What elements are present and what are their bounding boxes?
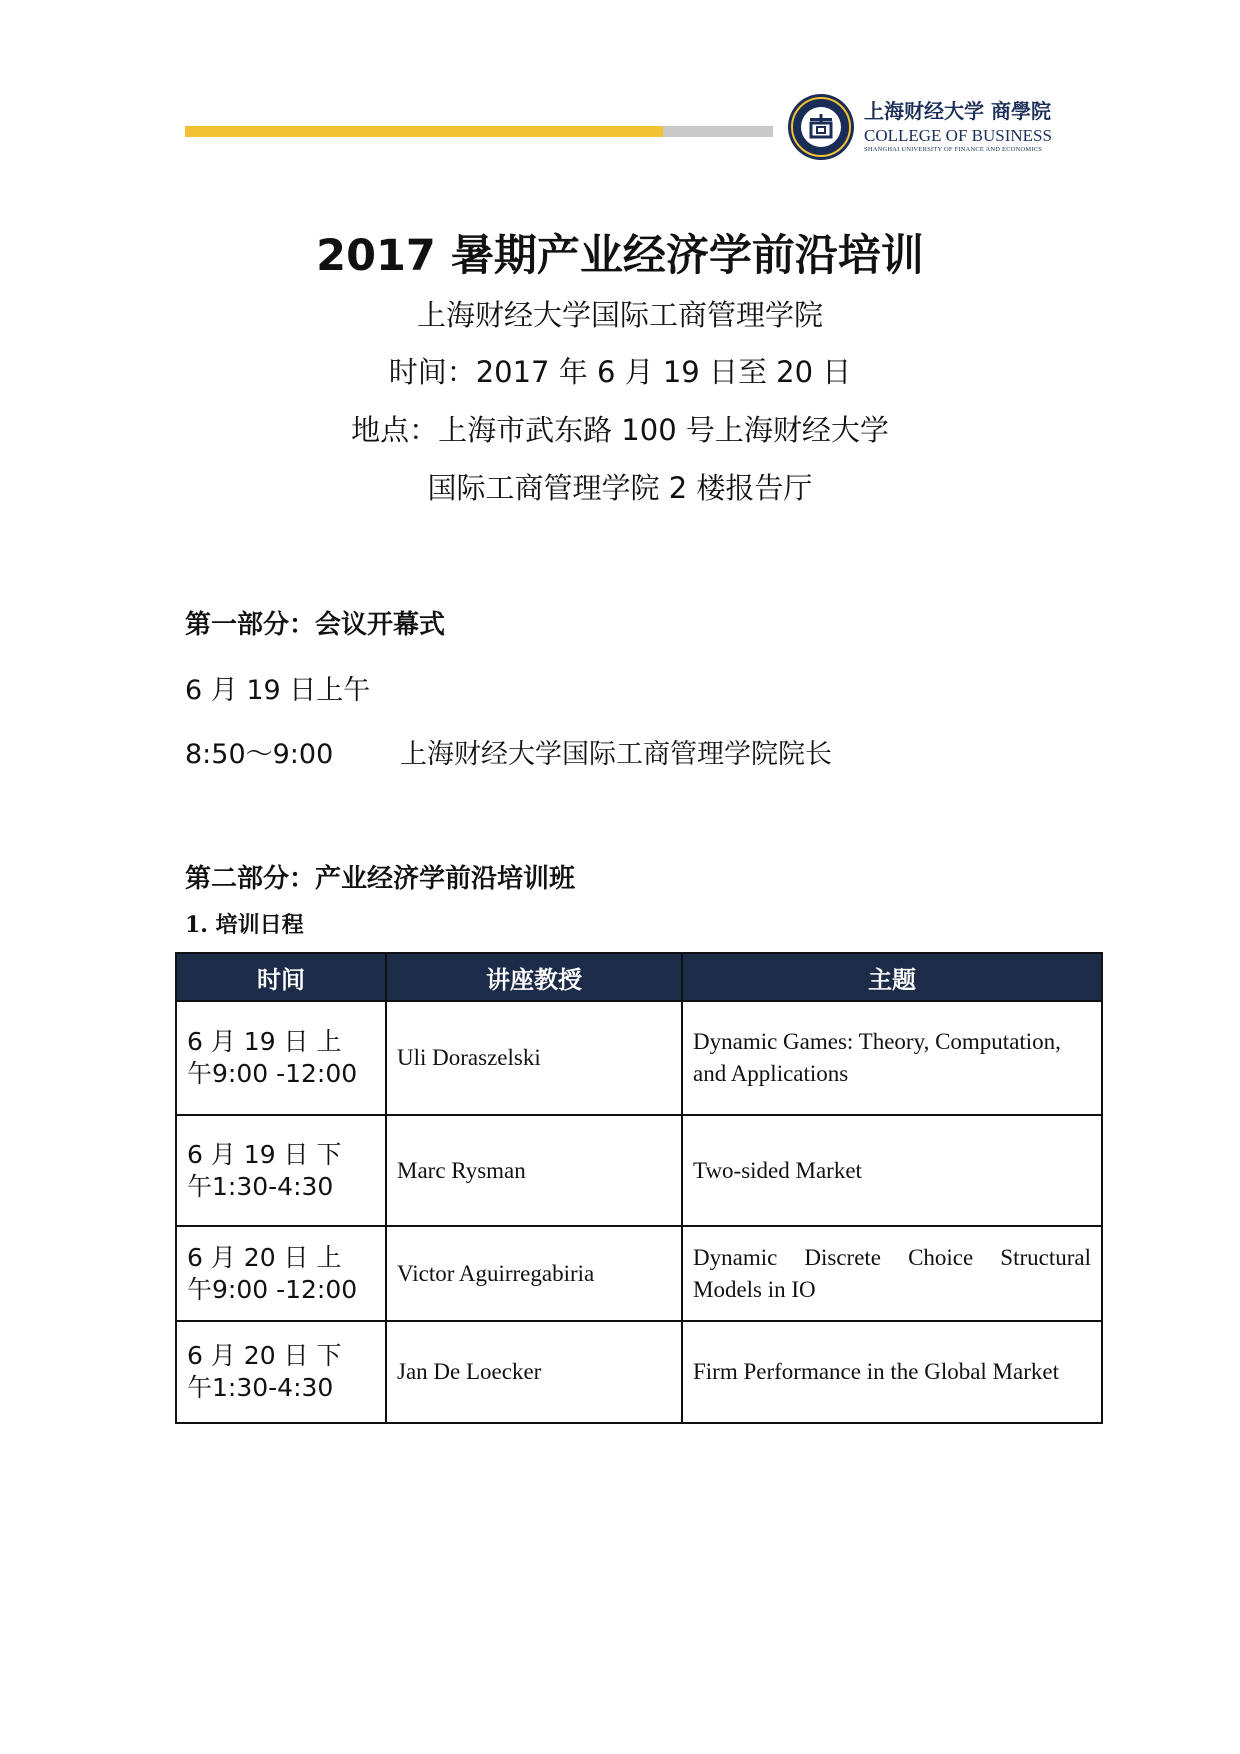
session-time: 6 月 20 日 下 午1:30-4:30 [176,1321,386,1423]
part1-heading: 第一部分：会议开幕式 [185,610,446,640]
table-row [176,1001,1102,1115]
header-rule-gray [663,126,773,137]
table-row [176,1226,1102,1321]
table-row [176,1115,1102,1226]
event-time: 时间：2017 年 6 月 19 日至 20 日 [388,355,852,389]
logo-english-text: COLLEGE OF BUSINESS [864,125,1052,145]
session-topic: Dynamic Games: Theory, Computation, and Applications [682,1001,1102,1115]
column-header-time: 时间 [176,953,386,1001]
session-topic: Two-sided Market [682,1115,1102,1226]
session-topic: Firm Performance in the Global Market [682,1321,1102,1423]
document-title: 2017 暑期产业经济学前沿培训 [316,231,924,281]
part2-heading: 第二部分：产业经济学前沿培训班 [185,864,576,894]
event-place-line1: 地点：上海市武东路 100 号上海财经大学 [351,413,889,447]
schedule-table [175,952,1103,1424]
column-header-professor: 讲座教授 [386,953,682,1001]
session-topic: Dynamic Discrete Choice Structural Models in IO [682,1226,1102,1321]
table-row [176,1321,1102,1423]
schedule-header-row [176,953,1102,1001]
event-place-line2: 国际工商管理学院 2 楼报告厅 [427,471,813,505]
college-logo [786,92,1052,162]
session-time: 6 月 20 日 上 午9:00 -12:00 [176,1226,386,1321]
session-professor: Uli Doraszelski [386,1001,682,1115]
part1-description: 上海财经大学国际工商管理学院院长 [400,739,832,770]
part1-date: 6 月 19 日上午 [185,675,371,706]
column-header-topic: 主题 [682,953,1102,1001]
university-seal-icon [786,92,856,162]
logo-english-subtext: SHANGHAI UNIVERSITY OF FINANCE AND ECONOMICS [864,145,1043,153]
session-professor: Victor Aguirregabiria [386,1226,682,1321]
logo-chinese-text: 上海财经大学 商學院 [864,98,1051,123]
header-rule-yellow [185,126,663,137]
organizer: 上海财经大学国际工商管理学院 [416,298,823,332]
session-professor: Jan De Loecker [386,1321,682,1423]
session-time: 6 月 19 日 下 午1:30-4:30 [176,1115,386,1226]
part1-time: 8:50～9:00 [185,739,334,770]
session-professor: Marc Rysman [386,1115,682,1226]
session-time: 6 月 19 日 上 午9:00 -12:00 [176,1001,386,1115]
schedule-subheading: 1. 培训日程 [185,912,304,938]
